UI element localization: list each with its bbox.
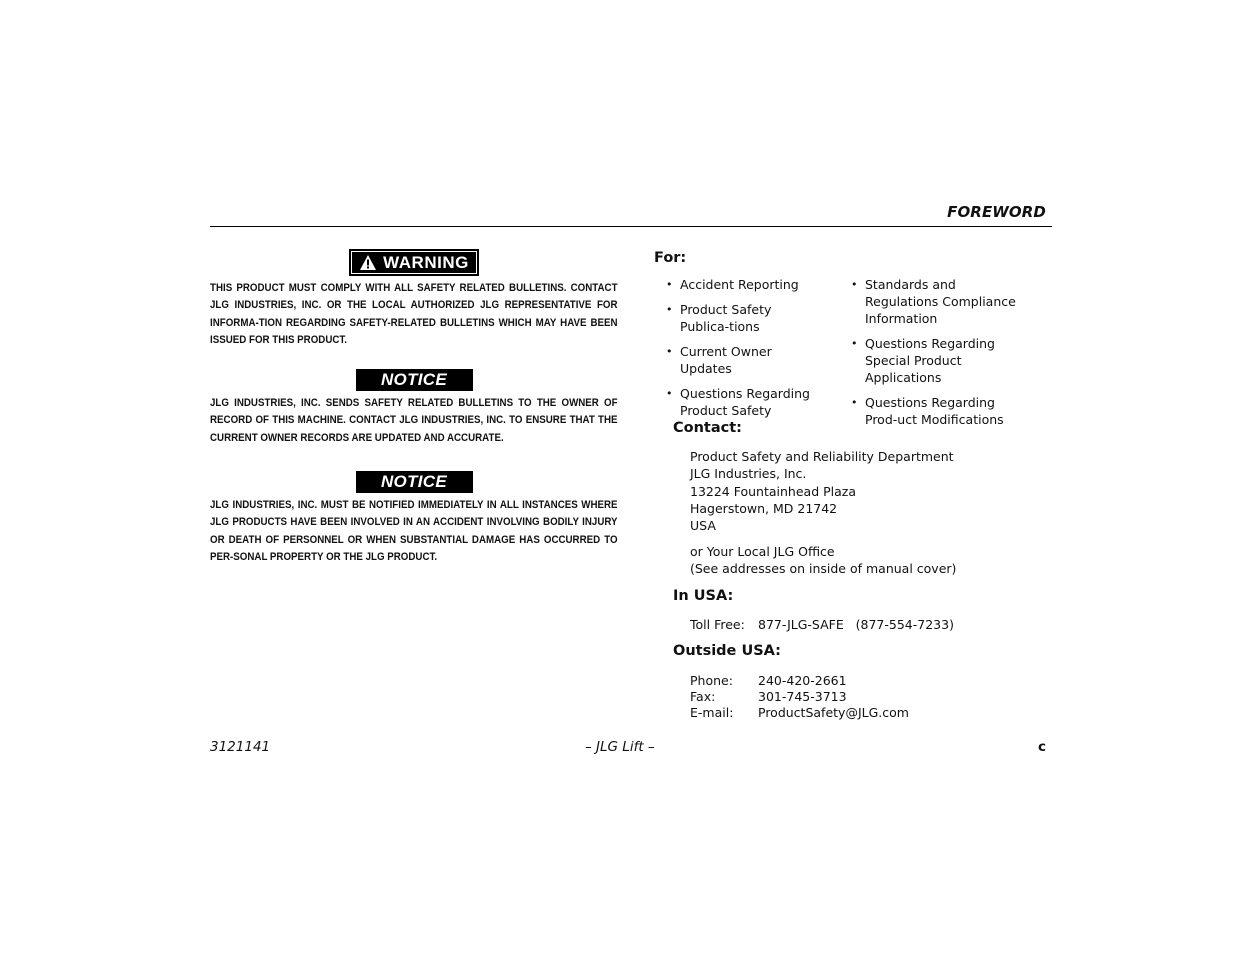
local-office <box>690 543 956 578</box>
for-list-1 <box>666 276 816 427</box>
list-item: • Product Safety Publica-tions <box>666 301 816 335</box>
list-item: • Current Owner Updates <box>666 343 816 377</box>
address-line: Hagerstown, MD 21742 <box>690 500 838 516</box>
outside-row-fax <box>690 689 909 705</box>
address-line: JLG Industries, Inc. <box>690 466 807 482</box>
notice-text-1: JLG INDUSTRIES, INC. SENDS SAFETY RELATED BULLETINS TO THE OWNER OF RECORD OF THIS MACHINE. CONTACT JLG INDUSTRIES, INC. TO ENSURE THAT THE CURRENT OWNER RECORDS ARE UPDATED AND ACCURATE. <box>210 397 618 444</box>
email-label: E-mail: <box>690 705 734 720</box>
list-item: • Standards and Regulations Compliance Information <box>851 276 1031 327</box>
warning-text: THIS PRODUCT MUST COMPLY WITH ALL SAFETY RELATED BULLETINS. CONTACT JLG INDUSTRIES, INC. OR THE LOCAL AUTHORIZED JLG REPRESENTATIVE FOR INFORMA-TION REGARDING SAFETY-RELATED BULLETINS WHICH MAY HAVE BEEN ISSUED FOR THIS PRODUCT. <box>210 282 618 346</box>
outside-usa-heading: Outside USA: <box>673 643 781 659</box>
address-line: Product Safety and Reliability Department <box>690 449 954 464</box>
usa-value: 877-JLG-SAFE (877-554-7233) <box>758 617 954 632</box>
notice-signal-2: NOTICE <box>356 471 473 493</box>
usa-heading: In USA: <box>673 588 734 604</box>
footer-doc-number: 3121141 <box>210 739 271 755</box>
list-item: • Questions Regarding Prod-uct Modifications <box>851 394 1031 428</box>
list-item: • Questions Regarding Special Product Applications <box>851 335 1031 386</box>
notice-signal-1: NOTICE <box>356 369 473 391</box>
outside-usa-contacts <box>690 673 909 721</box>
warning-triangle-icon <box>359 253 377 278</box>
outside-row-email <box>690 705 909 721</box>
list-item: • Questions Regarding Product Safety <box>666 385 816 419</box>
email-value[interactable]: ProductSafety@JLG.com <box>758 705 909 720</box>
phone-value: 240-420-2661 <box>758 673 847 688</box>
notice-text-2: JLG INDUSTRIES, INC. MUST BE NOTIFIED IMMEDIATELY IN ALL INSTANCES WHERE JLG PRODUCTS HAVE BEEN INVOLVED IN AN ACCIDENT INVOLVING BODILY INJURY OR DEATH OF PERSONNEL OR WHEN SUBSTANTIAL DAMAGE HAS OCCURRED TO PER-SONAL PROPERTY OR THE JLG PRODUCT. <box>210 499 618 563</box>
footer-center: – JLG Lift – <box>585 739 655 755</box>
warning-label-text: WARNING <box>383 253 469 272</box>
footer-page-number: c <box>1038 739 1047 755</box>
outside-row-phone <box>690 673 909 689</box>
warning-block <box>210 249 618 349</box>
warning-signal <box>349 249 479 276</box>
contact-heading: Contact: <box>673 420 742 436</box>
fax-value: 301-745-3713 <box>758 689 847 704</box>
local-line: or Your Local JLG Office <box>690 544 835 559</box>
usa-contacts <box>690 617 954 633</box>
address-line: 13224 Fountainhead Plaza <box>690 483 857 499</box>
usa-row <box>690 617 954 633</box>
fax-label: Fax: <box>690 689 716 704</box>
phone-label: Phone: <box>690 673 733 688</box>
for-heading: For: <box>654 250 687 266</box>
header-rule <box>210 226 1052 227</box>
list-item: • Accident Reporting <box>666 276 816 293</box>
notice-block-2 <box>210 471 618 566</box>
address-line: USA <box>690 518 716 534</box>
usa-label: Toll Free: <box>690 617 745 632</box>
for-list-2 <box>851 276 1031 436</box>
contact-address <box>690 448 954 534</box>
notice-block-1 <box>210 369 618 447</box>
local-line: (See addresses on inside of manual cover) <box>690 561 957 577</box>
page-header-title: FOREWORD <box>947 203 1046 221</box>
